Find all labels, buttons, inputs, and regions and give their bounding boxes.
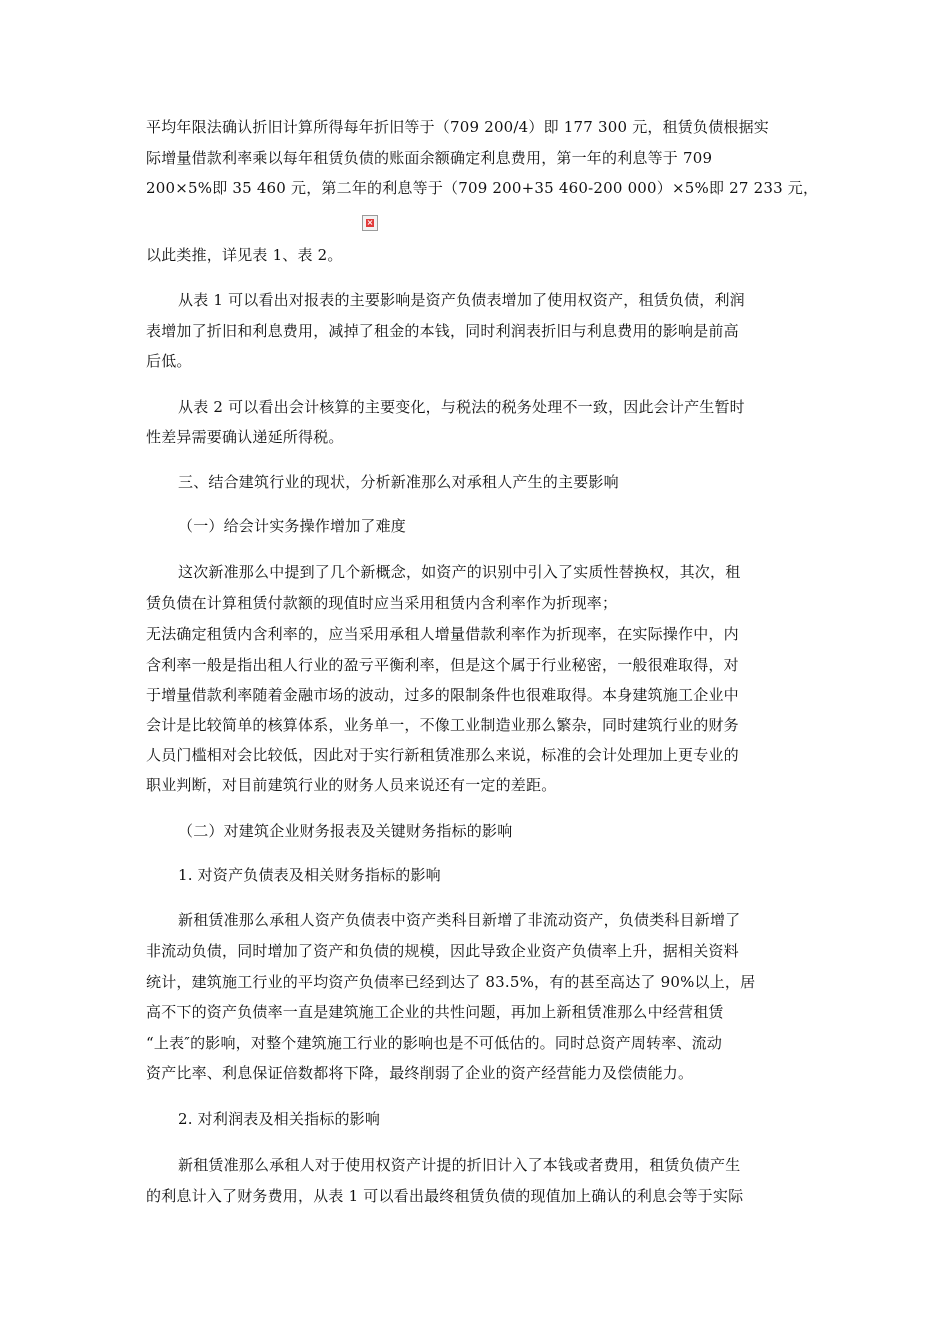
text-line: 200×5%即 35 460 元，第二年的利息等于（709 200+35 460-200 000）×5%即 27 233 元， (146, 179, 819, 197)
text-line: 无法确定租赁内含利率的，应当采用承租人增量借款利率作为折现率，在实际操作中，内 (146, 625, 739, 643)
subsection-heading: 1. 对资产负债表及相关财务指标的影响 (178, 866, 441, 884)
text-line: 以此类推，详见表 1、表 2。 (146, 246, 343, 264)
broken-image-icon: × (362, 215, 378, 231)
paragraph-first-line: 从表 2 可以看出会计核算的主要变化，与税法的税务处理不一致，因此会计产生暂时 (178, 398, 745, 416)
text-line: 资产比率、利息保证倍数都将下降，最终削弱了企业的资产经营能力及偿债能力。 (146, 1064, 694, 1082)
subsection-heading: 2. 对利润表及相关指标的影响 (178, 1110, 381, 1128)
paragraph-first-line: 新租赁准那么承租人资产负债表中资产类科目新增了非流动资产，负债类科目新增了 (178, 911, 741, 929)
text-line: “上表″的影响，对整个建筑施工行业的影响也是不可低估的。同时总资产周转率、流动 (146, 1034, 723, 1052)
paragraph-first-line: 新租赁准那么承租人对于使用权资产计提的折旧计入了本钱或者费用，租赁负债产生 (178, 1156, 741, 1174)
section-heading: 三、结合建筑行业的现状，分析新准那么对承租人产生的主要影响 (178, 473, 619, 491)
subsection-heading: （二）对建筑企业财务报表及关键财务指标的影响 (178, 822, 513, 840)
text-line: 非流动负债，同时增加了资产和负债的规模，因此导致企业资产负债率上升，据相关资料 (146, 942, 739, 960)
text-line: 高不下的资产负债率一直是建筑施工企业的共性问题，再加上新租赁准那么中经营租赁 (146, 1003, 724, 1021)
text-line: 含利率一般是指出租人行业的盈亏平衡利率，但是这个属于行业秘密，一般很难取得，对 (146, 656, 739, 674)
text-line: 于增量借款利率随着金融市场的波动，过多的限制条件也很难取得。本身建筑施工企业中 (146, 686, 739, 704)
paragraph-first-line: 这次新准那么中提到了几个新概念，如资产的识别中引入了实质性替换权，其次，租 (178, 563, 741, 581)
text-line: 际增量借款利率乘以每年租赁负债的账面余额确定利息费用，第一年的利息等于 709 (146, 149, 713, 167)
text-line: 赁负债在计算租赁付款额的现值时应当采用租赁内含利率作为折现率； (146, 594, 618, 612)
text-line: 平均年限法确认折旧计算所得每年折旧等于（709 200/4）即 177 300 元，租赁负债根据实 (146, 118, 769, 136)
text-line: 职业判断，对目前建筑行业的财务人员来说还有一定的差距。 (146, 776, 557, 794)
text-line: 的利息计入了财务费用，从表 1 可以看出最终租赁负债的现值加上确认的利息会等于实际 (146, 1187, 744, 1205)
text-line: 性差异需要确认递延所得税。 (146, 428, 344, 446)
text-line: 统计，建筑施工行业的平均资产负债率已经到达了 83.5%，有的甚至高达了 90%以上，居 (146, 973, 756, 991)
text-line: 会计是比较简单的核算体系，业务单一，不像工业制造业那么繁杂，同时建筑行业的财务 (146, 716, 739, 734)
text-line: 人员门槛相对会比较低，因此对于实行新租赁准那么来说，标准的会计处理加上更专业的 (146, 746, 739, 764)
paragraph-first-line: 从表 1 可以看出对报表的主要影响是资产负债表增加了使用权资产，租赁负债，利润 (178, 291, 745, 309)
text-line: 表增加了折旧和利息费用，减掉了租金的本钱，同时利润表折旧与利息费用的影响是前高 (146, 322, 739, 340)
text-line: 后低。 (146, 352, 192, 370)
subsection-heading: （一）给会计实务操作增加了难度 (178, 517, 407, 535)
